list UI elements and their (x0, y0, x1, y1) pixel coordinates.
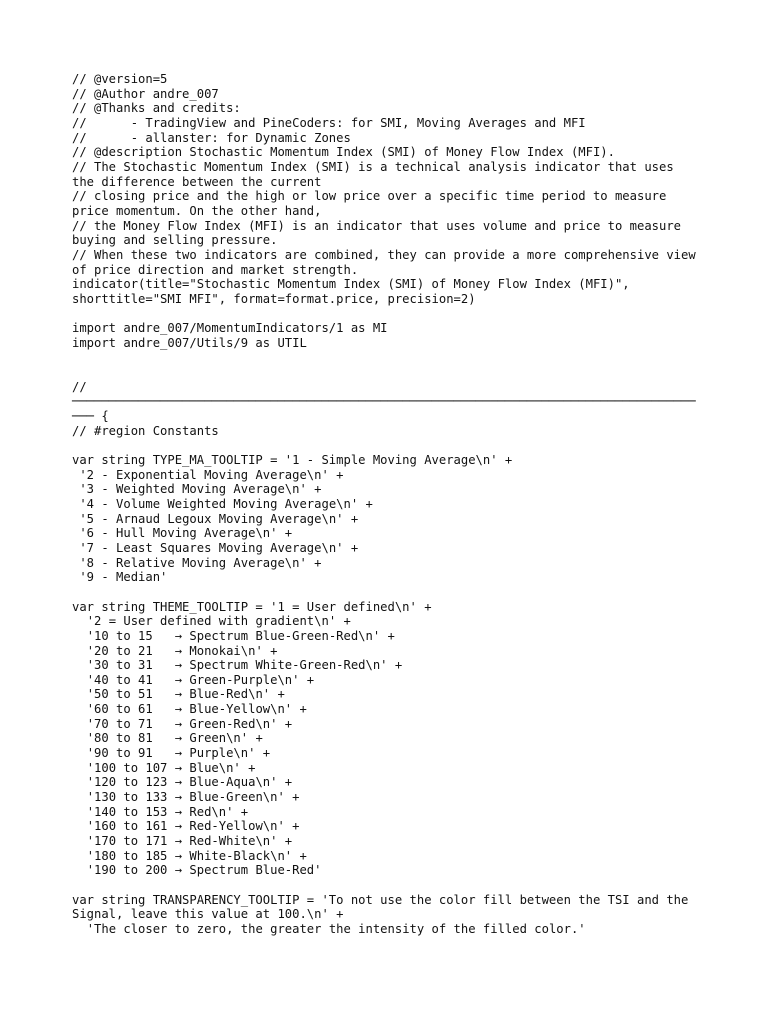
code-line: '30 to 31 → Spectrum White-Green-Red\n' + (72, 658, 403, 673)
code-line: '2 - Exponential Moving Average\n' + (72, 467, 344, 482)
code-line (72, 350, 702, 365)
code-line: '180 to 185 → White-Black\n' + (72, 848, 307, 863)
code-document (72, 72, 702, 937)
code-line: '120 to 123 → Blue-Aqua\n' + (72, 775, 293, 790)
code-line: // @Thanks and credits: (72, 101, 241, 116)
code-line: '8 - Relative Moving Average\n' + (72, 555, 322, 570)
code-line: // ──────────────────────────────────────────────────────────────────────────────────────── { (72, 379, 696, 424)
code-line: '2 = User defined with gradient\n' + (72, 614, 351, 629)
code-line: var string TYPE_MA_TOOLTIP = '1 - Simple Moving Average\n' + (72, 453, 513, 467)
code-line: '60 to 61 → Blue-Yellow\n' + (72, 702, 307, 717)
code-line: '50 to 51 → Blue-Red\n' + (72, 687, 285, 702)
code-line: '10 to 15 → Spectrum Blue-Green-Red\n' + (72, 628, 395, 643)
code-line: '90 to 91 → Purple\n' + (72, 746, 271, 761)
code-line: indicator(title="Stochastic Momentum Index (SMI) of Money Flow Index (MFI)", shorttitle="SMI MFI", format=format.price, precision=2) (72, 277, 637, 306)
code-line: '5 - Arnaud Legoux Moving Average\n' + (72, 511, 359, 526)
code-line: '4 - Volume Weighted Moving Average\n' + (72, 496, 373, 511)
code-line: '140 to 153 → Red\n' + (72, 804, 249, 819)
code-line: '190 to 200 → Spectrum Blue-Red' (72, 863, 322, 878)
code-line: '3 - Weighted Moving Average\n' + (72, 482, 322, 497)
code-line: '7 - Least Squares Moving Average\n' + (72, 540, 359, 555)
code-line: // the Money Flow Index (MFI) is an indicator that uses volume and price to measure buying and selling pressure. (72, 218, 689, 248)
code-line: // #region Constants (72, 423, 219, 438)
code-line (72, 438, 702, 453)
code-line (72, 365, 702, 380)
code-line: '6 - Hull Moving Average\n' + (72, 526, 293, 541)
code-line: // closing price and the high or low price over a specific time period to measure price momentum. On the other hand, (72, 189, 674, 218)
code-line: '20 to 21 → Monokai\n' + (72, 643, 278, 658)
code-line: 'The closer to zero, the greater the intensity of the filled color.' (72, 921, 586, 936)
code-line: // When these two indicators are combined, they can provide a more comprehensive view of price direction and market strength. (72, 247, 704, 277)
code-line: // @version=5 (72, 72, 168, 86)
code-line (72, 585, 702, 600)
code-line: '130 to 133 → Blue-Green\n' + (72, 790, 300, 805)
code-line: // @description Stochastic Momentum Index (SMI) of Money Flow Index (MFI). (72, 145, 615, 160)
code-line: '170 to 171 → Red-White\n' + (72, 834, 293, 849)
code-line: var string TRANSPARENCY_TOOLTIP = 'To not use the color fill between the TSI and the Signal, leave this value at 100.\n' + (72, 892, 696, 922)
code-line: import andre_007/MomentumIndicators/1 as MI (72, 321, 388, 336)
code-line: '70 to 71 → Green-Red\n' + (72, 716, 293, 731)
code-line: var string THEME_TOOLTIP = '1 = User defined\n' + (72, 599, 432, 614)
code-line: '40 to 41 → Green-Purple\n' + (72, 672, 315, 687)
code-line: '100 to 107 → Blue\n' + (72, 760, 256, 775)
code-line: '160 to 161 → Red-Yellow\n' + (72, 819, 300, 834)
code-line: // - allanster: for Dynamic Zones (72, 130, 351, 145)
code-line: // - TradingView and PineCoders: for SMI, Moving Averages and MFI (72, 115, 586, 130)
code-line: // @Author andre_007 (72, 86, 219, 101)
code-line: // The Stochastic Momentum Index (SMI) is a technical analysis indicator that uses the difference between the current (72, 159, 682, 189)
code-line: '9 - Median' (72, 570, 168, 585)
code-line (72, 307, 702, 322)
code-line (72, 878, 702, 893)
code-line: '80 to 81 → Green\n' + (72, 731, 263, 746)
code-line: import andre_007/Utils/9 as UTIL (72, 335, 307, 350)
